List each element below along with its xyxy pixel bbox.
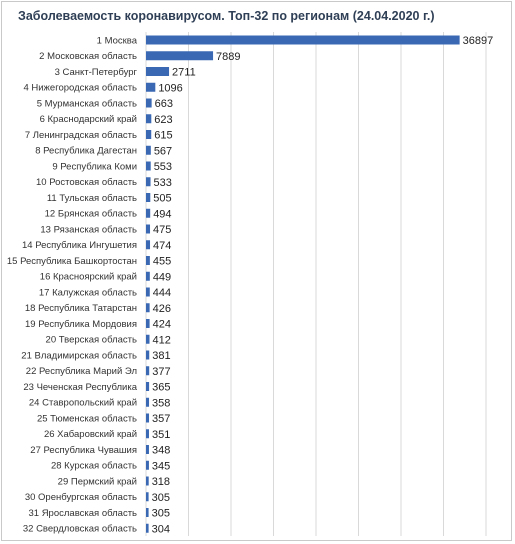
bar [146, 114, 151, 123]
value-label: 615 [154, 129, 173, 142]
bar [146, 256, 150, 265]
value-label: 505 [153, 192, 172, 205]
value-label: 305 [151, 491, 170, 504]
bar [146, 351, 149, 360]
category-label: 32 Свердловская область [22, 523, 137, 535]
value-label: 358 [152, 397, 171, 410]
category-label: 25 Тюменская область [36, 413, 137, 425]
category-label: 15 Республика Башкортостан [6, 255, 137, 267]
value-label: 426 [152, 302, 171, 315]
category-label: 23 Чеченская Республика [23, 381, 137, 393]
bar [146, 193, 150, 202]
category-label: 18 Республика Татарстан [24, 303, 137, 315]
bar [146, 492, 149, 501]
category-label: 8 Республика Дагестан [35, 145, 137, 157]
category-label: 5 Мурманская область [36, 98, 137, 110]
value-label: 348 [151, 444, 171, 457]
bar [146, 51, 213, 60]
bar [146, 303, 150, 312]
value-label: 377 [152, 365, 171, 378]
category-label: 14 Республика Ингушетия [22, 240, 137, 252]
bar [146, 240, 150, 249]
category-label: 2 Московская область [39, 51, 137, 63]
category-label: 26 Хабаровский край [43, 429, 137, 441]
category-label: 22 Республика Марий Эл [25, 366, 137, 378]
value-label: 1096 [158, 82, 183, 95]
bar [146, 461, 149, 470]
bar [146, 445, 149, 454]
bar [146, 288, 150, 297]
value-label: 567 [153, 145, 173, 158]
category-label: 20 Тверская область [45, 334, 137, 346]
value-label: 7889 [216, 50, 241, 63]
value-label: 663 [154, 98, 173, 110]
value-label: 365 [152, 381, 171, 394]
value-label: 381 [152, 350, 171, 362]
value-label: 345 [151, 460, 171, 473]
category-label: 27 Республика Чувашия [30, 444, 137, 456]
bar [146, 429, 149, 438]
bar [146, 36, 460, 45]
value-label: 533 [153, 176, 172, 189]
category-label: 3 Санкт-Петербург [54, 66, 137, 78]
value-label: 412 [152, 334, 171, 347]
value-label: 304 [151, 523, 170, 536]
bar [146, 414, 149, 423]
value-label: 475 [153, 224, 172, 236]
category-label: 10 Ростовская область [36, 177, 137, 189]
value-label: 449 [152, 271, 172, 284]
chart-title: Заболеваемость коронавирусом. Топ-32 по регионам (24.04.2020 г.) [18, 9, 435, 23]
value-label: 357 [152, 413, 171, 425]
bar [146, 177, 151, 186]
bar [146, 508, 149, 517]
category-label: 1 Москва [96, 35, 137, 47]
bar [146, 398, 149, 407]
category-label: 11 Тульская область [46, 192, 137, 204]
category-label: 13 Рязанская область [40, 224, 137, 236]
category-label: 24 Ставропольский край [28, 397, 137, 409]
category-label: 7 Ленинградская область [24, 129, 137, 141]
value-label: 444 [152, 287, 172, 299]
bar [146, 335, 150, 344]
value-label: 305 [151, 507, 170, 520]
bar [146, 366, 149, 375]
category-label: 6 Краснодарский край [39, 114, 137, 126]
bar [146, 146, 151, 155]
category-label: 30 Оренбургская область [24, 492, 137, 504]
value-label: 623 [154, 113, 173, 126]
category-label: 31 Ярославская область [28, 507, 137, 519]
value-label: 2711 [172, 66, 196, 79]
bar [146, 477, 149, 486]
value-label: 494 [153, 208, 172, 221]
bar [146, 99, 152, 108]
bar [146, 67, 169, 76]
value-label: 553 [153, 161, 173, 173]
bar [146, 130, 151, 139]
bar [146, 162, 151, 171]
category-label: 21 Владимирская область [21, 350, 137, 362]
value-label: 424 [152, 318, 171, 331]
bar [146, 83, 155, 92]
category-label: 16 Красноярский край [39, 271, 137, 283]
bar [146, 382, 149, 391]
bar [146, 209, 150, 218]
category-label: 17 Калужская область [38, 287, 137, 299]
category-label: 29 Пермский край [57, 476, 137, 488]
category-label: 9 Республика Коми [52, 161, 137, 173]
category-label: 19 Республика Мордовия [24, 318, 137, 330]
bar [146, 272, 150, 281]
category-label: 28 Курская область [50, 460, 137, 472]
category-label: 12 Брянская область [44, 208, 137, 220]
value-label: 36897 [462, 35, 494, 47]
bar [146, 225, 150, 234]
bar [146, 319, 150, 328]
value-label: 351 [151, 428, 171, 441]
bar [146, 524, 149, 533]
value-label: 474 [153, 239, 172, 252]
value-label: 318 [151, 476, 171, 488]
value-label: 455 [152, 255, 172, 268]
category-label: 4 Нижегородская область [23, 82, 137, 94]
